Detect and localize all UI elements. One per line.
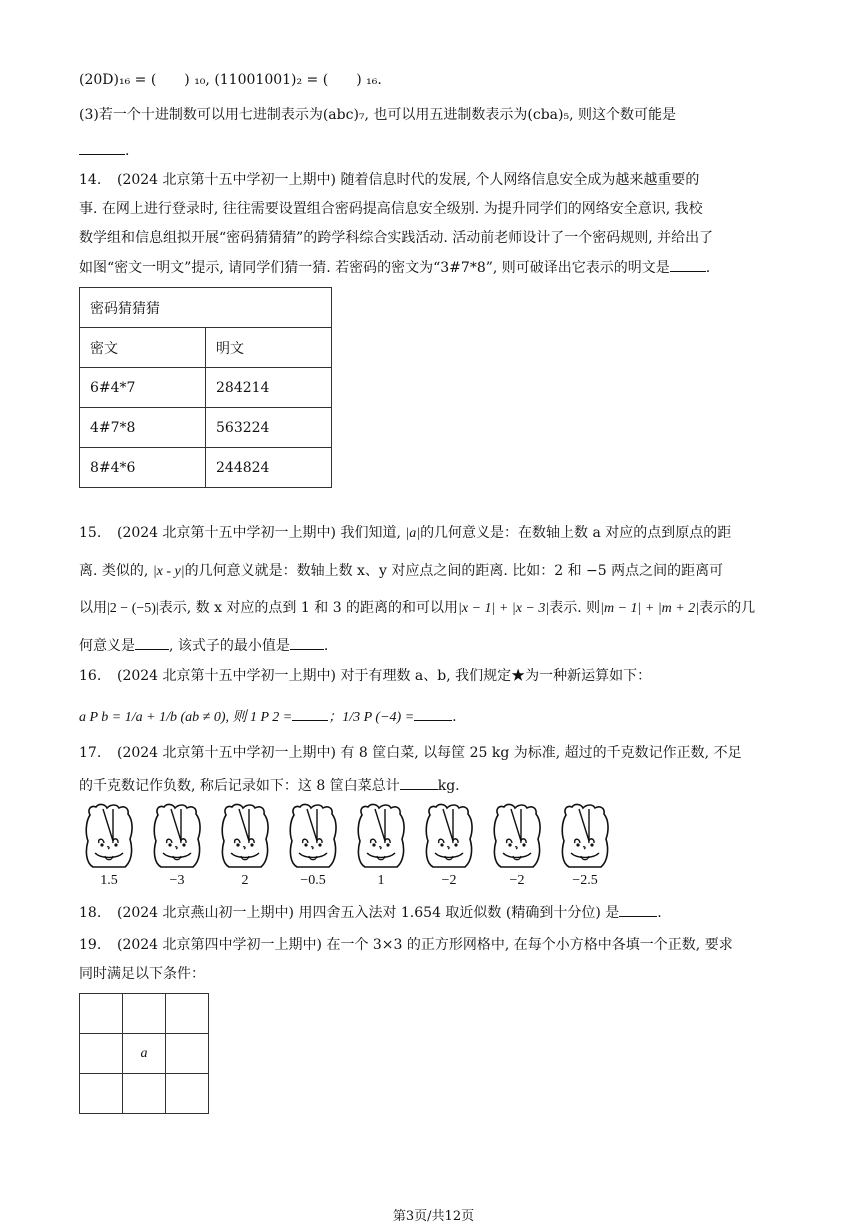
- q15-line-2: [79, 561, 723, 582]
- period: .: [657, 905, 662, 921]
- cabbage-icon: [219, 803, 271, 869]
- cabbage-item: [420, 803, 478, 899]
- answer-blank[interactable]: [290, 635, 324, 650]
- period: .: [323, 638, 329, 654]
- answer-blank[interactable]: [400, 775, 438, 790]
- q15-text: 离. 类似的,: [79, 563, 149, 579]
- table-cell: 8#4*6: [80, 448, 206, 488]
- q17-text: (2024 北京第十五中学初一上期中) 有 8 筐白菜, 以每筐 25 kg 为标准, 超过的千克数记作正数, 不足: [117, 745, 742, 761]
- q17-line-2: [79, 775, 460, 796]
- grid-cell: [123, 1074, 166, 1114]
- answer-blank[interactable]: [292, 706, 328, 721]
- q15-text: (2024 北京第十五中学初一上期中) 我们知道,: [117, 525, 401, 541]
- cabbage-icon: [423, 803, 475, 869]
- answer-blank[interactable]: [619, 902, 657, 917]
- q16-text: (2024 北京第十五中学初一上期中) 对于有理数 a、b, 我们规定★为一种新运算如下：: [117, 668, 652, 684]
- abs-expression: |m − 1| + |m + 2|: [600, 601, 700, 616]
- q17-line-1: [79, 743, 742, 763]
- grid-cell: [166, 1074, 209, 1114]
- header-ciphertext: 密文: [80, 328, 206, 368]
- q14-text-1: (2024 北京第十五中学初一上期中) 随着信息时代的发展, 个人网络信息安全成为越来越重要的: [117, 172, 700, 188]
- cabbage-item: [148, 803, 206, 899]
- q17-text: 的千克数记作负数, 称后记录如下：这 8 筐白菜总计: [79, 778, 400, 794]
- cabbage-icon: [83, 803, 135, 869]
- q15-text: 表示, 数 x 对应的点到 1 和 3 的距离的和可以用: [158, 600, 459, 616]
- q13-line-2: (3)若一个十进制数可以用七进制表示为(abc)₇, 也可以用五进制数表示为(cba)₅, 则这个数可能是: [79, 107, 677, 123]
- answer-blank[interactable]: [79, 140, 125, 155]
- cabbage-icon: [559, 803, 611, 869]
- cabbage-icon: [287, 803, 339, 869]
- answer-blank[interactable]: [670, 257, 706, 272]
- q14-line-2: 事. 在网上进行登录时, 往往需要设置组合密码提高信息安全级别. 为提升同学们的网络安全意识, 我校: [79, 201, 703, 217]
- cipher-table: [79, 287, 332, 488]
- q15-text: 以用: [79, 600, 107, 616]
- cabbage-weight-value: −2: [441, 873, 457, 888]
- q16-line-2: [79, 706, 457, 728]
- abs-expression: |x - y|: [152, 564, 185, 579]
- answer-blank[interactable]: [135, 635, 169, 650]
- q15-line-4: [79, 635, 328, 656]
- question-number: 14.: [79, 172, 102, 188]
- table-cell: 563224: [206, 408, 332, 448]
- q15-text: 表示的几: [699, 600, 756, 616]
- cabbage-weight-value: 1.5: [100, 873, 118, 888]
- cabbage-weight-value: −2.5: [572, 873, 598, 888]
- grid-cell: [80, 1034, 123, 1074]
- q19-line-2: 同时满足以下条件：: [79, 966, 205, 982]
- period: .: [452, 709, 457, 725]
- q15-text: 表示. 则: [549, 600, 601, 616]
- table-cell: 6#4*7: [80, 368, 206, 408]
- table-row: [80, 368, 332, 408]
- q18-line: [79, 902, 662, 923]
- q18-text: (2024 北京燕山初一上期中) 用四舍五入法对 1.654 取近似数 (精确到十分位) 是: [117, 905, 620, 921]
- cabbage-icon: [151, 803, 203, 869]
- question-number: 18.: [79, 905, 102, 921]
- cabbage-item: [352, 803, 410, 899]
- q15-text: 的几何意义是：在数轴上数 a 对应的点到原点的距: [420, 525, 732, 541]
- abs-expression: |x − 1| + |x − 3|: [458, 601, 550, 616]
- period: .: [705, 260, 711, 276]
- page-footer: 第3页/共12页: [392, 1209, 475, 1224]
- cabbage-weight-value: 1: [377, 873, 385, 888]
- grid-cell: [166, 1034, 209, 1074]
- table-cell: 284214: [206, 368, 332, 408]
- abs-expression: |a|: [405, 526, 421, 541]
- cabbage-item: [80, 803, 138, 899]
- grid-cell-center: a: [123, 1034, 166, 1074]
- q15-line-3: [79, 598, 755, 619]
- question-number: 15.: [79, 525, 102, 541]
- table-cell: 4#7*8: [80, 408, 206, 448]
- table-cell: 244824: [206, 448, 332, 488]
- q14-text-4: 如图“密文一明文”提示, 请同学们猜一猜. 若密码的密文为“3#7*8”, 则可破译出它表示的明文是: [79, 260, 670, 276]
- table-row: [80, 408, 332, 448]
- question-number: 16.: [79, 668, 102, 684]
- unit: kg.: [437, 778, 460, 794]
- q14-line-4: [79, 257, 710, 278]
- q14-line-3: 数学组和信息组拟开展“密码猜猜猜”的跨学科综合实践活动. 活动前老师设计了一个密码规则, 并给出了: [79, 230, 714, 246]
- table-title: 密码猜猜猜: [80, 288, 332, 328]
- q19-line-1: [79, 935, 733, 955]
- grid-cell: [80, 994, 123, 1034]
- cabbage-item: [556, 803, 614, 899]
- cabbage-weight-value: 2: [241, 873, 249, 888]
- q13-line-1: (20D)₁₆ = ( ) ₁₀, (11001001)₂ = ( ) ₁₆.: [79, 72, 382, 88]
- cabbage-icon: [355, 803, 407, 869]
- table-row: [80, 448, 332, 488]
- grid-cell: [123, 994, 166, 1034]
- cabbage-item: [216, 803, 274, 899]
- cabbage-icon: [491, 803, 543, 869]
- question-number: 17.: [79, 745, 102, 761]
- table-title-row: [80, 288, 332, 328]
- q15-text: , 该式子的最小值是: [169, 638, 290, 654]
- q16-line-1: [79, 666, 651, 686]
- cabbage-item: [284, 803, 342, 899]
- cabbage-item: [488, 803, 546, 899]
- operation-expression: ；1/3 P (−4) =: [328, 710, 415, 725]
- q15-text: 何意义是: [79, 638, 135, 654]
- grid-cell: [80, 1074, 123, 1114]
- square-grid-3x3: [79, 993, 209, 1114]
- period: .: [125, 143, 130, 159]
- abs-expression: |2 − (−5)|: [107, 601, 159, 616]
- answer-blank[interactable]: [414, 706, 452, 721]
- cabbage-weight-value: −0.5: [300, 873, 326, 888]
- question-number: 19.: [79, 937, 102, 953]
- q19-text: (2024 北京第四中学初一上期中) 在一个 3×3 的正方形网格中, 在每个小方格中各填一个正数, 要求: [117, 937, 733, 953]
- q13-line-3: [79, 140, 129, 161]
- header-plaintext: 明文: [206, 328, 332, 368]
- cabbage-weight-value: −2: [509, 873, 525, 888]
- grid-cell: [166, 994, 209, 1034]
- cabbage-baskets: [80, 803, 640, 899]
- q15-text: 的几何意义就是：数轴上数 x、y 对应点之间的距离. 比如：2 和 −5 两点之间的距离可: [184, 563, 724, 579]
- operation-definition: a P b = 1/a + 1/b (ab ≠ 0), 则 1 P 2 =: [79, 710, 293, 725]
- q14-line-1: [79, 170, 699, 190]
- q15-line-1: [79, 523, 731, 544]
- cabbage-weight-value: −3: [169, 873, 185, 888]
- table-header-row: [80, 328, 332, 368]
